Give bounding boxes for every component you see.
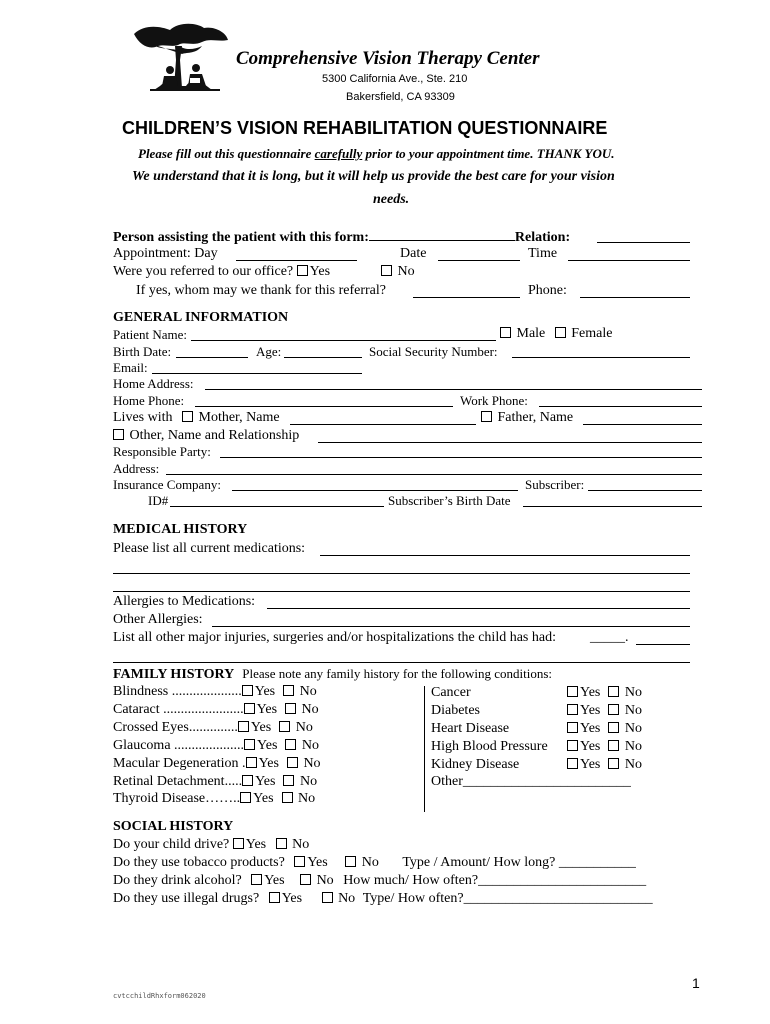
relation-label: Relation: [514,230,571,245]
family-other: Other________________________ [431,774,631,789]
family-divider [424,686,425,812]
patient-name-field[interactable] [191,340,496,341]
condition-label: Blindness .................... [113,684,242,699]
father-option: Father, Name [481,410,573,426]
responsible-party-field[interactable] [220,457,702,458]
medications-field-3[interactable] [113,591,690,592]
relation-field[interactable] [597,242,690,243]
drugs-row: Do they use illegal drugs? Yes No Type/ How often?___________________________ [113,891,653,906]
condition-no-checkbox[interactable] [287,757,298,768]
home-address-label: Home Address: [113,376,194,391]
family-condition-options: Yes No [567,685,642,701]
family-condition-row: Blindness .................... Yes No [113,684,317,699]
work-phone-field[interactable] [539,406,702,407]
alcohol-no-checkbox[interactable] [300,874,311,885]
ssn-field[interactable] [512,357,690,358]
home-phone-field[interactable] [195,406,453,407]
medications-label: Please list all current medications: [113,541,306,556]
family-condition-options: Yes No [567,757,642,773]
drive-no-checkbox[interactable] [276,838,287,849]
family-heading-row [113,665,552,683]
other-allergies-label: Other Allergies: [113,612,203,627]
condition-no-checkbox[interactable] [282,792,293,803]
time-field[interactable] [568,260,690,261]
referral-name-field[interactable] [413,297,520,298]
family-condition-row: Glaucoma .................... Yes No [113,737,320,753]
condition-yes-checkbox[interactable] [567,704,578,715]
condition-no-checkbox[interactable] [283,685,294,696]
date-field[interactable] [438,260,520,261]
alcohol-yes-checkbox[interactable] [251,874,262,885]
condition-label: Glaucoma .................... [113,737,245,753]
id-label: ID# [148,493,169,508]
family-note: Please note any family history for the following conditions: [242,666,553,681]
injuries-field-end[interactable] [636,644,690,645]
allergies-med-field[interactable] [267,608,690,609]
condition-no-checkbox[interactable] [608,704,619,715]
condition-no-checkbox[interactable] [279,721,290,732]
age-label: Age: [256,344,282,359]
condition-yes-checkbox[interactable] [567,722,578,733]
logo-tree-icon [130,20,230,96]
tobacco-no-checkbox[interactable] [345,856,356,867]
family-condition-row: Retinal Detachment..... Yes No [113,773,318,789]
insurance-label: Insurance Company: [113,477,221,492]
medical-heading: MEDICAL HISTORY [113,522,248,537]
family-condition-row: Cataract ....................... Yes No [113,701,319,717]
referred-row: Were you referred to our office? Yes [113,264,331,279]
family-condition-options: Yes No [567,721,642,737]
id-field[interactable] [170,506,384,507]
condition-no-checkbox[interactable] [608,686,619,697]
subscriber-field[interactable] [588,490,702,491]
condition-yes-checkbox[interactable] [238,721,249,732]
tobacco-row: Do they use tobacco products? Yes No Type / Amount/ How long? ___________ [113,855,636,870]
address-label: Address: [113,461,160,476]
thank-referral-label: If yes, whom may we thank for this referral? [136,283,386,298]
condition-no-checkbox[interactable] [608,722,619,733]
female-checkbox[interactable] [555,327,566,338]
family-condition-options: Yes No [567,739,642,755]
referred-no-checkbox[interactable] [381,265,392,276]
family-condition-label: High Blood Pressure [431,738,548,754]
condition-label: Crossed Eyes.............. [113,719,238,735]
email-field[interactable] [152,373,362,374]
family-condition-row: Crossed Eyes.............. Yes No [113,719,313,735]
family-condition-row: Thyroid Disease…….. Yes No [113,791,316,807]
address-line-1: 5300 California Ave., Ste. 210 [322,73,468,85]
condition-no-checkbox[interactable] [283,775,294,786]
condition-yes-checkbox[interactable] [567,758,578,769]
address-field[interactable] [166,474,702,475]
social-heading: SOCIAL HISTORY [113,819,234,834]
family-condition-label: Kidney Disease [431,756,520,772]
drive-yes-checkbox[interactable] [233,838,244,849]
family-condition-label: Heart Disease [431,720,510,736]
condition-no-checkbox[interactable] [608,740,619,751]
condition-yes-checkbox[interactable] [242,775,253,786]
condition-yes-checkbox[interactable] [567,686,578,697]
family-condition-label: Diabetes [431,702,480,718]
male-checkbox[interactable] [500,327,511,338]
condition-yes-checkbox[interactable] [244,703,255,714]
drugs-yes-checkbox[interactable] [269,892,280,903]
instructions-line-1: Please fill out this questionnaire carefully prior to your appointment time. THANK YOU. [138,146,615,161]
instructions-line-3: needs. [373,192,410,207]
general-heading: GENERAL INFORMATION [113,310,289,325]
mother-checkbox[interactable] [182,411,193,422]
work-phone-label: Work Phone: [460,393,528,408]
age-field[interactable] [284,357,362,358]
appointment-row: Appointment: Day [113,246,218,261]
family-condition-label: Cancer [431,685,471,700]
email-label: Email: [113,360,148,375]
condition-no-checkbox[interactable] [285,739,296,750]
father-checkbox[interactable] [481,411,492,422]
subscriber-label: Subscriber: [525,477,585,492]
appointment-day-field[interactable] [236,260,357,261]
date-label: Date [400,246,427,261]
lives-with-row: Lives with Mother, Name [113,410,280,425]
mother-name-field[interactable] [290,424,476,425]
family-condition-row: Macular Degeneration . Yes No [113,755,321,771]
responsible-party-label: Responsible Party: [113,444,211,459]
condition-yes-checkbox[interactable] [244,739,255,750]
page-title: CHILDREN’S VISION REHABILITATION QUESTIONNAIRE [122,118,608,138]
family-condition-options: Yes No [567,703,642,719]
condition-no-checkbox[interactable] [285,703,296,714]
other-relationship-field[interactable] [318,442,702,443]
condition-label: Macular Degeneration . [113,755,246,771]
home-phone-label: Home Phone: [113,393,185,408]
center-name: Comprehensive Vision Therapy Center [236,48,540,69]
subscriber-birth-label: Subscriber’s Birth Date [388,493,511,508]
home-address-field[interactable] [205,389,702,390]
referred-yes-checkbox[interactable] [297,265,308,276]
condition-label: Thyroid Disease…….. [113,791,241,807]
tobacco-yes-checkbox[interactable] [294,856,305,867]
drugs-no-checkbox[interactable] [322,892,333,903]
person-assisting-field[interactable] [369,228,515,241]
birth-date-label: Birth Date: [113,344,172,359]
other-relationship-row: Other, Name and Relationship [113,428,299,444]
sex-options: Male Female [500,326,612,342]
condition-yes-checkbox[interactable] [242,685,253,696]
ssn-label: Social Security Number: [369,344,498,359]
condition-yes-checkbox[interactable] [567,740,578,751]
allergies-med-label: Allergies to Medications: [113,594,256,609]
address-line-2: Bakersfield, CA 93309 [346,91,455,103]
condition-yes-checkbox[interactable] [246,757,257,768]
family-heading: FAMILY HISTORY [113,667,235,682]
other-allergies-field[interactable] [212,626,690,627]
injuries-label: List all other major injuries, surgeries and/or hospitalizations the child has had: [113,630,556,645]
form-code: cvtcchildRhxform062020 [113,992,206,1000]
phone-label: Phone: [528,283,567,298]
referral-phone-field[interactable] [580,297,690,298]
referred-no: No [381,264,415,280]
insurance-field[interactable] [232,490,518,491]
condition-yes-checkbox[interactable] [240,792,251,803]
injuries-field-2[interactable] [113,662,690,663]
birth-date-field[interactable] [176,357,248,358]
other-relationship-checkbox[interactable] [113,429,124,440]
alcohol-row: Do they drink alcohol? Yes No How much/ How often?________________________ [113,873,647,888]
subscriber-birth-field[interactable] [523,506,702,507]
condition-label: Cataract ....................... [113,701,244,717]
time-label: Time [528,246,558,261]
condition-label: Retinal Detachment..... [113,773,243,789]
medications-field-2[interactable] [113,573,690,574]
page-number: 1 [692,975,700,991]
instructions-line-2: We understand that it is long, but it will help us provide the best care for your vision [132,169,615,184]
patient-name-label: Patient Name: [113,327,188,342]
medications-field-1[interactable] [320,555,690,556]
person-assisting-label: Person assisting the patient with this form: Relation: [113,230,571,245]
drive-row: Do your child drive? Yes No [113,837,310,852]
injuries-tail: _____. [590,630,629,645]
father-name-field[interactable] [583,424,702,425]
condition-no-checkbox[interactable] [608,758,619,769]
